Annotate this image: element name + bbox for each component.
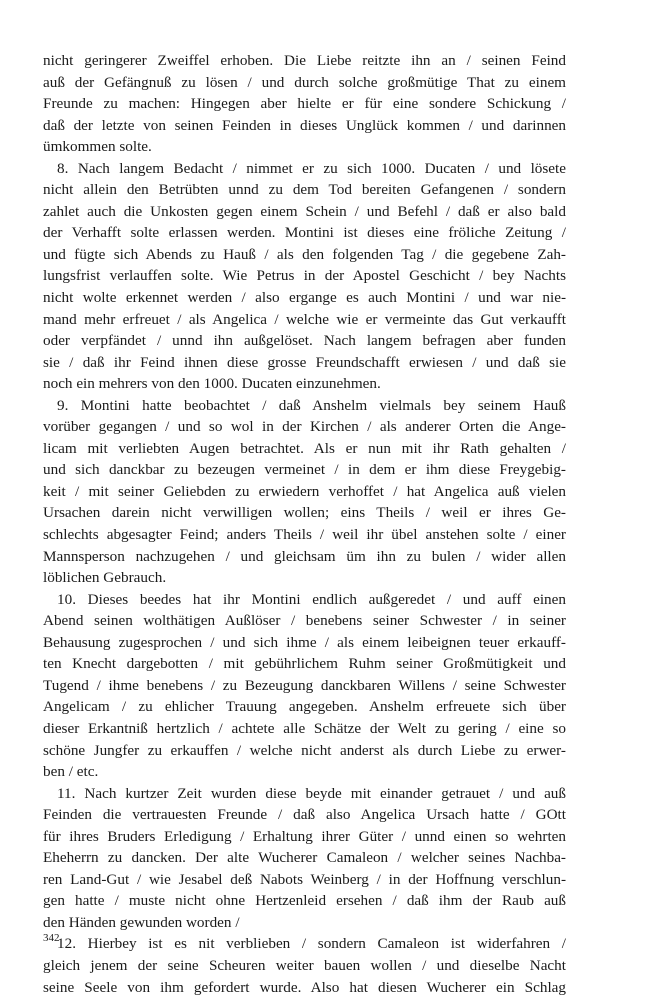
- paragraph: [43, 589, 566, 783]
- text-line: gleich jenem der seine Scheuren weiter bauen wollen / und dieselbe Nacht: [43, 956, 566, 974]
- text-line: 9. Montini hatte beobachtet / daß Anshelm vielmals bey seinem Hauß: [57, 396, 566, 414]
- text-line: mand mehr erfreuet / als Angelica / welche wie er vermeinte das Gut verkaufft: [43, 310, 566, 328]
- text-line: keit / mit seiner Geliebden zu erwiedern verhoffet / hat Angelica auß vielen: [43, 482, 566, 500]
- text-line: Abend seinen wolthätigen Außlöser / benebens seiner Schwester / in seiner: [43, 612, 566, 630]
- text-line: Angelicam / zu ehlicher Trauung angegeben. Anshelm erfreuete sich über: [43, 698, 566, 716]
- text-line: Freunde zu machen: Hingegen aber hielte er für eine sondere Schickung /: [43, 95, 566, 113]
- text-line: 10. Dieses beedes hat ihr Montini endlich außgeredet / und auff einen: [57, 590, 566, 608]
- text-line: schlechts abgesagter Feind; anders Theils / weil ihr übel anstehen solte / einer: [43, 526, 566, 544]
- text-line: 11. Nach kurtzer Zeit wurden diese beyde mit einander getrauet / und auß: [57, 784, 566, 802]
- text-line: den Händen gewunden worden /: [43, 913, 240, 931]
- text-line: nicht allein den Betrübten unnd zu dem Tod bereiten Gefangenen / sondern: [43, 181, 566, 199]
- text-line: löblichen Gebrauch.: [43, 569, 167, 587]
- text-line: Ursachen darein nicht verwilligen wollen; eins Theils / weil er ihres Ge-: [43, 504, 566, 522]
- text-line: sie / daß ihr Feind ihnen diese grosse Freundschafft erwiesen / und daß sie: [43, 353, 566, 371]
- text-line: ten Knecht dargebotten / mit gebührlichem Ruhm seiner Großmütigkeit und: [43, 655, 566, 673]
- text-line: Feinden die vertrauesten Freunde / daß also Angelica Ursach hatte / GOtt: [43, 806, 566, 824]
- text-line: licam mit verliebten Augen betrachtet. Als er nun mit ihr Rath gehalten /: [43, 439, 566, 457]
- text-line: schöne Jungfer zu erkauffen / welche nicht anderst als durch Liebe zu erwer-: [43, 741, 566, 759]
- paragraph: [43, 158, 566, 395]
- text-line: nicht geringerer Zweiffel erhoben. Die Liebe reitzte ihn an / seinen Feind: [43, 52, 566, 69]
- text-line: auß der Gefängnuß zu lösen / und durch solche großmütige That zu einem: [43, 73, 566, 91]
- text-line: noch ein mehrers von den 1000. Ducaten einzunehmen.: [43, 375, 381, 393]
- book-page: [43, 50, 566, 998]
- text-line: Mannsperson nachzugehen / und gleichsam üm ihn zu bulen / wider allen: [43, 547, 566, 565]
- text-line: und sich danckbar zu bezeugen vermeinet / in dem er ihm diese Freygebig-: [43, 461, 566, 479]
- text-line: oder verpfändet / unnd ihn außgelöset. Nach langem befragen aber funden: [43, 332, 566, 350]
- text-line: lungsfrist verlauffen solte. Wie Petrus in der Apostel Geschicht / bey Nachts: [43, 267, 566, 285]
- page-number: 342: [43, 932, 60, 944]
- text-line: dieser Erkantniß hertzlich / achtete alle Schätze der Welt zu gering / eine so: [43, 719, 566, 737]
- text-line: 8. Nach langem Bedacht / nimmet er zu sich 1000. Ducaten / und lösete: [57, 159, 566, 177]
- text-line: Eheherrn zu dancken. Der alte Wucherer Camaleon / welcher seines Nachba-: [43, 849, 566, 867]
- text-line: Tugend / ihme benebens / zu Bezeugung danckbaren Willens / seine Schwester: [43, 676, 566, 694]
- text-line: daß der letzte von seinen Feinden in dieses Unglück kommen / und darinnen: [43, 116, 566, 134]
- text-line: seine Seele von ihm gefordert wurde. Also hat diesen Wucherer ein Schlag: [43, 978, 566, 996]
- text-line: vorüber gegangen / und so wol in der Kirchen / als anderer Orten die Ange-: [43, 418, 566, 436]
- text-line: gen hatte / muste nicht ohne Hertzenleid ersehen / daß ihm der Raub auß: [43, 892, 566, 910]
- text-line: für ihres Bruders Erledigung / Erhaltung ihrer Güter / unnd einen so wehrten: [43, 827, 566, 845]
- paragraph: [43, 783, 566, 934]
- text-line: ben / etc.: [43, 763, 99, 781]
- text-line: und fügte sich Abends zu Hauß / als den folgenden Tag / die gegebene Zah-: [43, 245, 566, 263]
- text-line: 12. Hierbey ist es nit verblieben / sondern Camaleon ist widerfahren /: [57, 935, 566, 953]
- paragraph: [43, 933, 566, 998]
- text-line: der Verhafft solte erlassen werden. Montini ist dieses eine fröliche Zeitung /: [43, 224, 566, 242]
- text-line: nicht wolte erkennet werden / also ergange es auch Montini / und war nie-: [43, 289, 566, 307]
- text-line: ren Land-Gut / wie Jesabel deß Nabots Weinberg / in der Hoffnung verschlun-: [43, 870, 566, 888]
- text-line: Behausung zugesprochen / und sich ihme / als einem leibeignen teuer erkauff-: [43, 633, 566, 651]
- paragraph: [43, 50, 566, 158]
- text-line: zahlet auch die Unkosten gegen einem Schein / und Befehl / daß er also bald: [43, 202, 566, 220]
- text-line: ümkommen solte.: [43, 138, 152, 156]
- paragraph: [43, 395, 566, 589]
